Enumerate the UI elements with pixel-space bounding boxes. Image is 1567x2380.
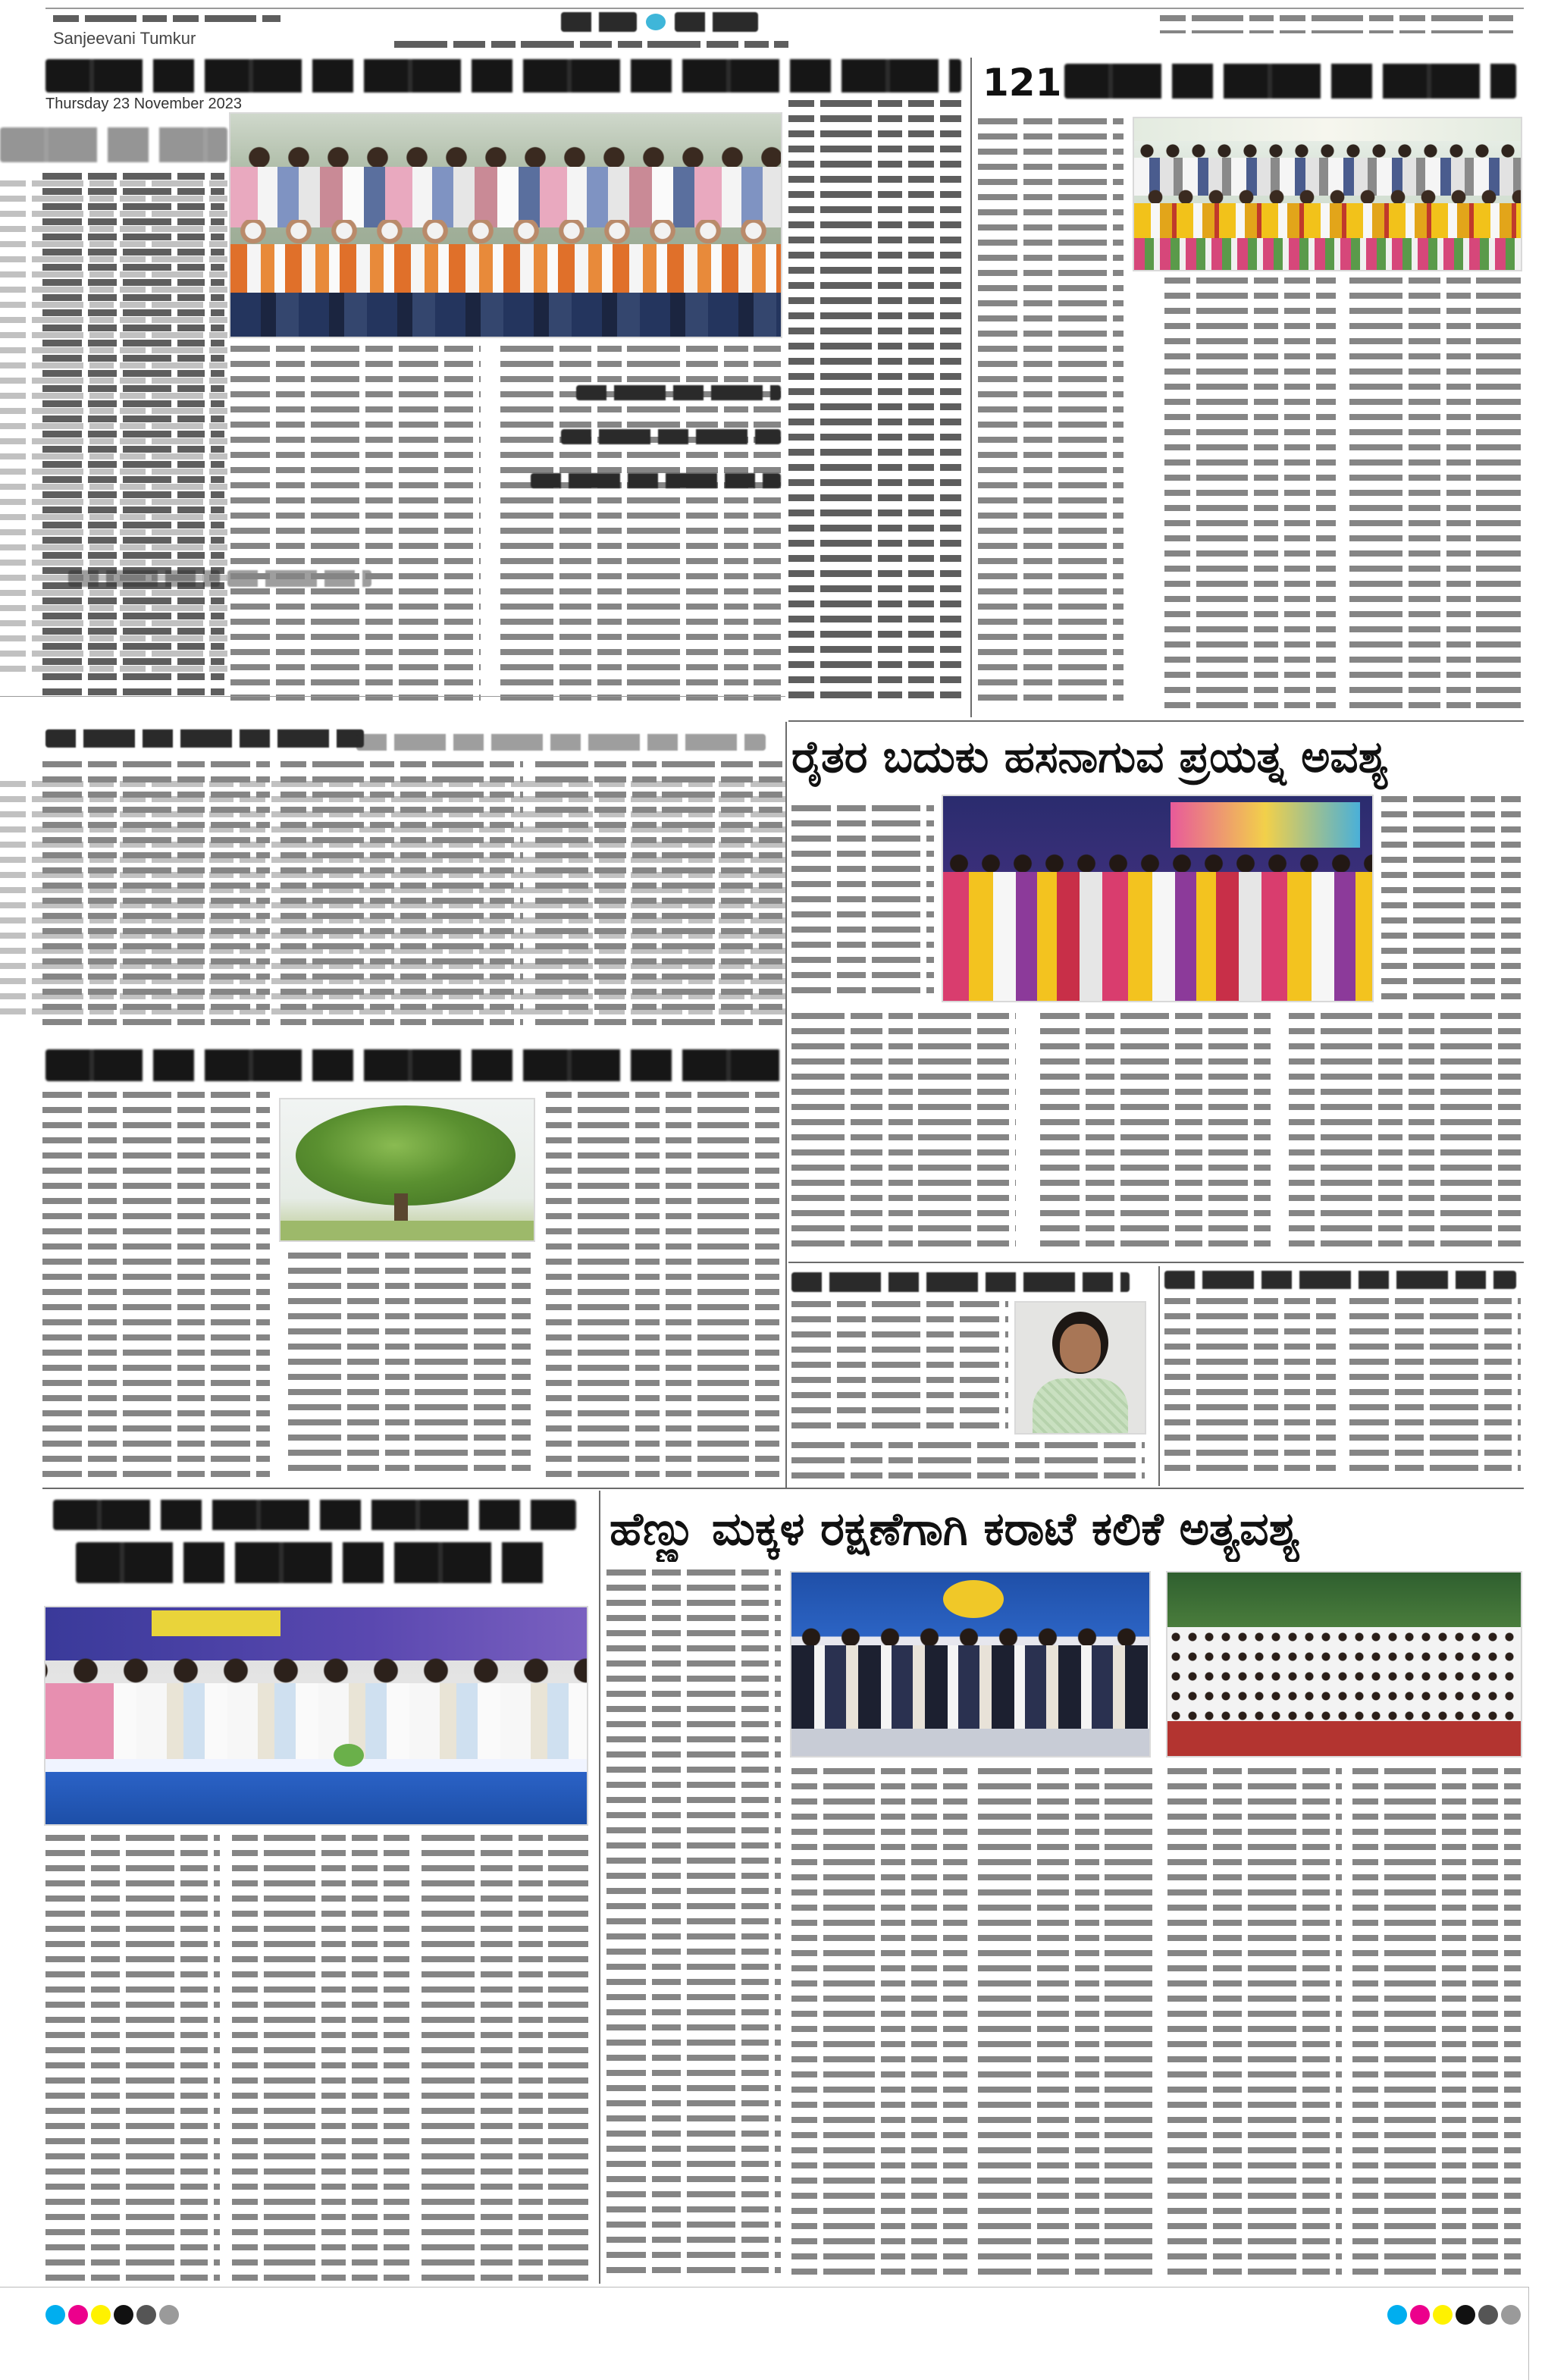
- body-text-column: [232, 1835, 409, 2282]
- masthead-logo-mark: [561, 12, 637, 32]
- photo-front-row-trousers: [230, 293, 781, 337]
- bleed-through-text: [0, 180, 227, 681]
- felicitation-group-photo: [230, 114, 781, 337]
- bottom-left-headline-line-2: [76, 1542, 553, 1583]
- body-text-column: [1349, 278, 1521, 710]
- body-text-column: [791, 1768, 967, 2284]
- news-brief-headline: [1164, 1271, 1516, 1289]
- section-rule: [788, 1262, 1524, 1263]
- body-text-column: [42, 1092, 270, 1478]
- byline-subhead: [531, 473, 781, 488]
- crop-mark: [1528, 2287, 1529, 2380]
- photo-flower-decoration: [1134, 238, 1521, 270]
- photo-front-row-shawls: [1134, 203, 1521, 238]
- school-event-photo: [45, 1607, 587, 1824]
- top-right-headline: [1064, 64, 1516, 99]
- photo-people-suits: [791, 1645, 1149, 1729]
- bleed-through-subhead: [68, 570, 220, 587]
- photo-tree-canopy: [296, 1105, 516, 1206]
- registration-dot-black: [114, 2305, 133, 2325]
- body-text-column: [791, 1442, 1145, 1478]
- body-text-column: [791, 805, 934, 1002]
- photo-red-carpet: [1167, 1721, 1521, 1756]
- registration-dot-light-gray: [159, 2305, 179, 2325]
- masthead-top-rule: [45, 8, 1524, 9]
- body-text-column: [978, 118, 1124, 710]
- top-left-headline: [45, 59, 961, 93]
- body-text-column: [1040, 1013, 1271, 1256]
- body-text-column: [1381, 796, 1521, 1001]
- bleed-through-text: [0, 781, 785, 1024]
- byline-subhead: [576, 385, 781, 400]
- column-rule: [1158, 1266, 1160, 1486]
- body-text-column: [546, 1092, 782, 1478]
- photo-grass: [280, 1221, 534, 1240]
- body-text-column: [978, 1768, 1152, 2284]
- body-text-column: [1164, 1298, 1336, 1480]
- photo-stage-floor: [791, 1729, 1149, 1756]
- registration-dot-magenta: [1410, 2305, 1430, 2325]
- photo-stage-banner: [1171, 802, 1360, 848]
- photo-front-row-shawls: [230, 244, 781, 293]
- body-text-column: [422, 1835, 588, 2282]
- body-text-column: [288, 1253, 531, 1478]
- top-right-headline-number: 121: [983, 61, 1062, 105]
- body-text-column: [788, 100, 961, 705]
- dignitaries-group-photo: [1134, 118, 1521, 270]
- photo-stage-banner: [1134, 118, 1521, 141]
- karate-headline: ಹೆಣ್ಣು ಮಕ್ಕಳ ರಕ್ಷಣೆಗಾಗಿ ಕರಾಟೆ ಕಲಿಕೆ ಅತ್ಯವಶ್ಯ: [610, 1503, 1300, 1556]
- masthead-logo-mark-right: [675, 12, 758, 32]
- masthead-center-line: [394, 41, 788, 50]
- photo-back-row-heads: [230, 143, 781, 170]
- body-text-column: [230, 346, 481, 702]
- body-text-column: [1349, 1298, 1521, 1480]
- photo-table-cloth: [45, 1759, 587, 1824]
- registration-dot-magenta: [68, 2305, 88, 2325]
- section-rule: [788, 720, 1524, 722]
- body-text-column: [606, 1569, 781, 2282]
- photo-front-row-heads: [230, 220, 781, 247]
- registration-dot-cyan: [1387, 2305, 1407, 2325]
- photo-woman-saree: [45, 1683, 114, 1767]
- photo-banner-title-box: [152, 1610, 280, 1636]
- bleed-through-subhead: [356, 734, 766, 751]
- registration-dot-black: [1456, 2305, 1475, 2325]
- photo-people-clothes: [943, 872, 1372, 1001]
- photo-plant: [334, 1744, 364, 1767]
- karate-event-stage-photo: [791, 1573, 1149, 1756]
- column-rule: [970, 58, 972, 717]
- body-text-column: [1352, 1768, 1521, 2284]
- body-text-column: [45, 1835, 220, 2282]
- masthead-date: Thursday 23 November 2023: [45, 96, 243, 112]
- column-rule: [599, 1491, 600, 2284]
- body-text-column: [1289, 1013, 1521, 1256]
- registration-dot-cyan: [45, 2305, 65, 2325]
- body-text-column: [791, 1301, 1008, 1438]
- tree-photo: [280, 1099, 534, 1240]
- photo-back-row-shirts: [230, 167, 781, 227]
- masthead-right-line: [1160, 15, 1516, 33]
- bleed-through-headline: [0, 127, 227, 162]
- farmers-event-stage-photo: [943, 796, 1372, 1001]
- registration-dot-yellow: [91, 2305, 111, 2325]
- registration-dot-yellow: [1433, 2305, 1453, 2325]
- byline-subhead: [561, 429, 781, 444]
- registration-dot-gray: [136, 2305, 156, 2325]
- karate-students-photo: [1167, 1573, 1521, 1756]
- photo-event-badge: [943, 1580, 1004, 1618]
- photo-people-shirts: [45, 1683, 587, 1767]
- column-rule: [785, 722, 787, 1488]
- masthead-paper-name: Sanjeevani Tumkur: [53, 29, 196, 48]
- photo-students-crowd: [1167, 1627, 1521, 1723]
- left-middle-headline: [45, 1049, 781, 1081]
- photo-portrait-dress: [1033, 1378, 1128, 1433]
- portrait-box-headline: [791, 1272, 1130, 1292]
- body-text-column: [1164, 278, 1336, 710]
- photo-portrait-face: [1060, 1324, 1101, 1372]
- left-middle-subhead: [45, 729, 364, 748]
- student-portrait-photo: [1016, 1303, 1145, 1433]
- masthead-logo-leaf-icon: [646, 14, 666, 30]
- registration-dot-gray: [1478, 2305, 1498, 2325]
- registration-dot-light-gray: [1501, 2305, 1521, 2325]
- masthead-logo: [561, 8, 766, 38]
- photo-people-heads: [45, 1651, 587, 1686]
- body-text-column: [1167, 1768, 1342, 2284]
- body-text-column: [791, 1013, 1016, 1256]
- bottom-left-headline-line-1: [53, 1500, 576, 1530]
- section-rule: [0, 696, 785, 697]
- masthead-left-line: [53, 15, 280, 24]
- section-rule: [42, 1488, 1524, 1489]
- farmers-headline: ರೈತರ ಬದುಕು ಹಸನಾಗುವ ಪ್ರಯತ್ನ ಅವಶ್ಯ: [791, 731, 1389, 782]
